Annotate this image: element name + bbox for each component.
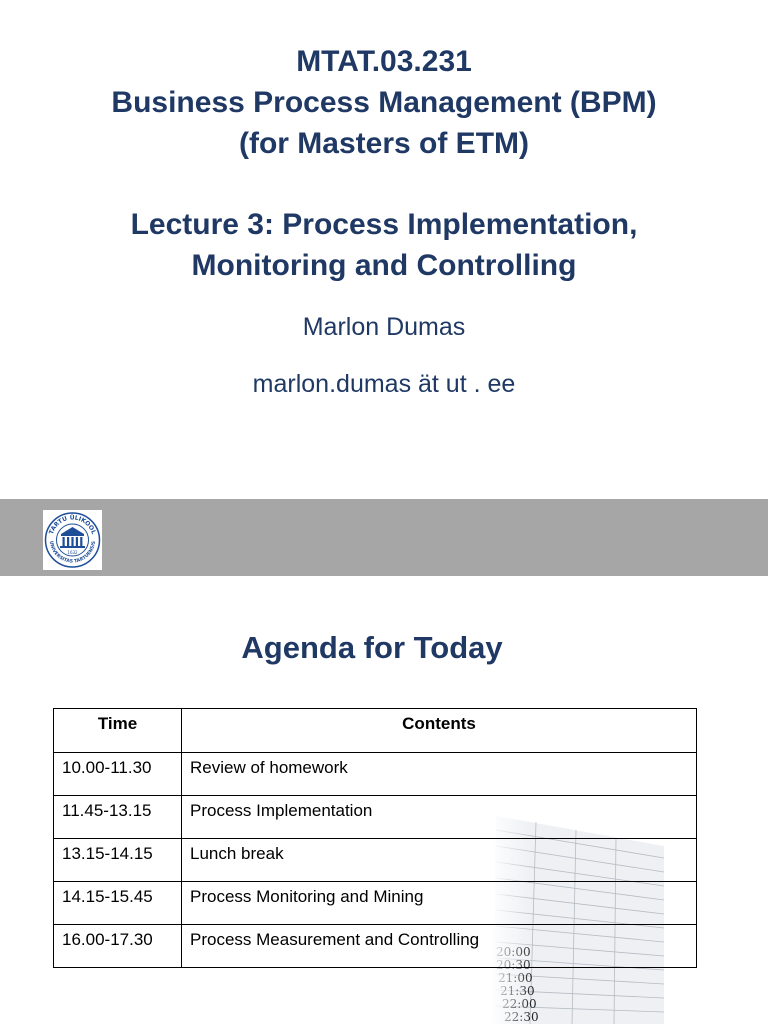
course-code: MTAT.03.231 (296, 45, 472, 78)
row-time: 16.00-17.30 (54, 925, 182, 968)
header-time: Time (54, 709, 182, 753)
row-time: 11.45-13.15 (54, 796, 182, 839)
table-header-row (54, 709, 697, 753)
lecture-title-line-1: Lecture 3: Process Implementation, (130, 208, 638, 241)
agenda-table (53, 708, 697, 968)
university-of-tartu-seal-icon (43, 510, 102, 570)
course-title: Business Process Management (BPM) (111, 86, 657, 119)
svg-text:UNIVERSITAS TARTUENSIS: UNIVERSITAS TARTUENSIS (47, 540, 98, 565)
lecture-title-line-2: Monitoring and Controlling (191, 249, 577, 282)
svg-text:TARTU ÜLIKOOL: TARTU ÜLIKOOL (47, 514, 98, 536)
table-row (54, 882, 697, 925)
row-contents: Lunch break (182, 839, 697, 882)
row-time: 14.15-15.45 (54, 882, 182, 925)
row-contents: Process Measurement and Controlling (182, 925, 697, 968)
table-row (54, 753, 697, 796)
agenda-slide (0, 576, 768, 1024)
row-time: 10.00-11.30 (54, 753, 182, 796)
author-name: Marlon Dumas (302, 313, 466, 341)
svg-text:1632: 1632 (67, 550, 78, 555)
table-row (54, 925, 697, 968)
row-contents: Process Monitoring and Mining (182, 882, 697, 925)
course-audience: (for Masters of ETM) (238, 127, 529, 160)
row-contents: Process Implementation (182, 796, 697, 839)
agenda-title: Agenda for Today (241, 630, 503, 665)
author-email: marlon.dumas ät ut . ee (252, 370, 516, 398)
row-contents: Review of homework (182, 753, 697, 796)
table-row (54, 796, 697, 839)
header-contents: Contents (182, 709, 697, 753)
table-row (54, 839, 697, 882)
row-time: 13.15-14.15 (54, 839, 182, 882)
footer-bar (0, 499, 768, 576)
